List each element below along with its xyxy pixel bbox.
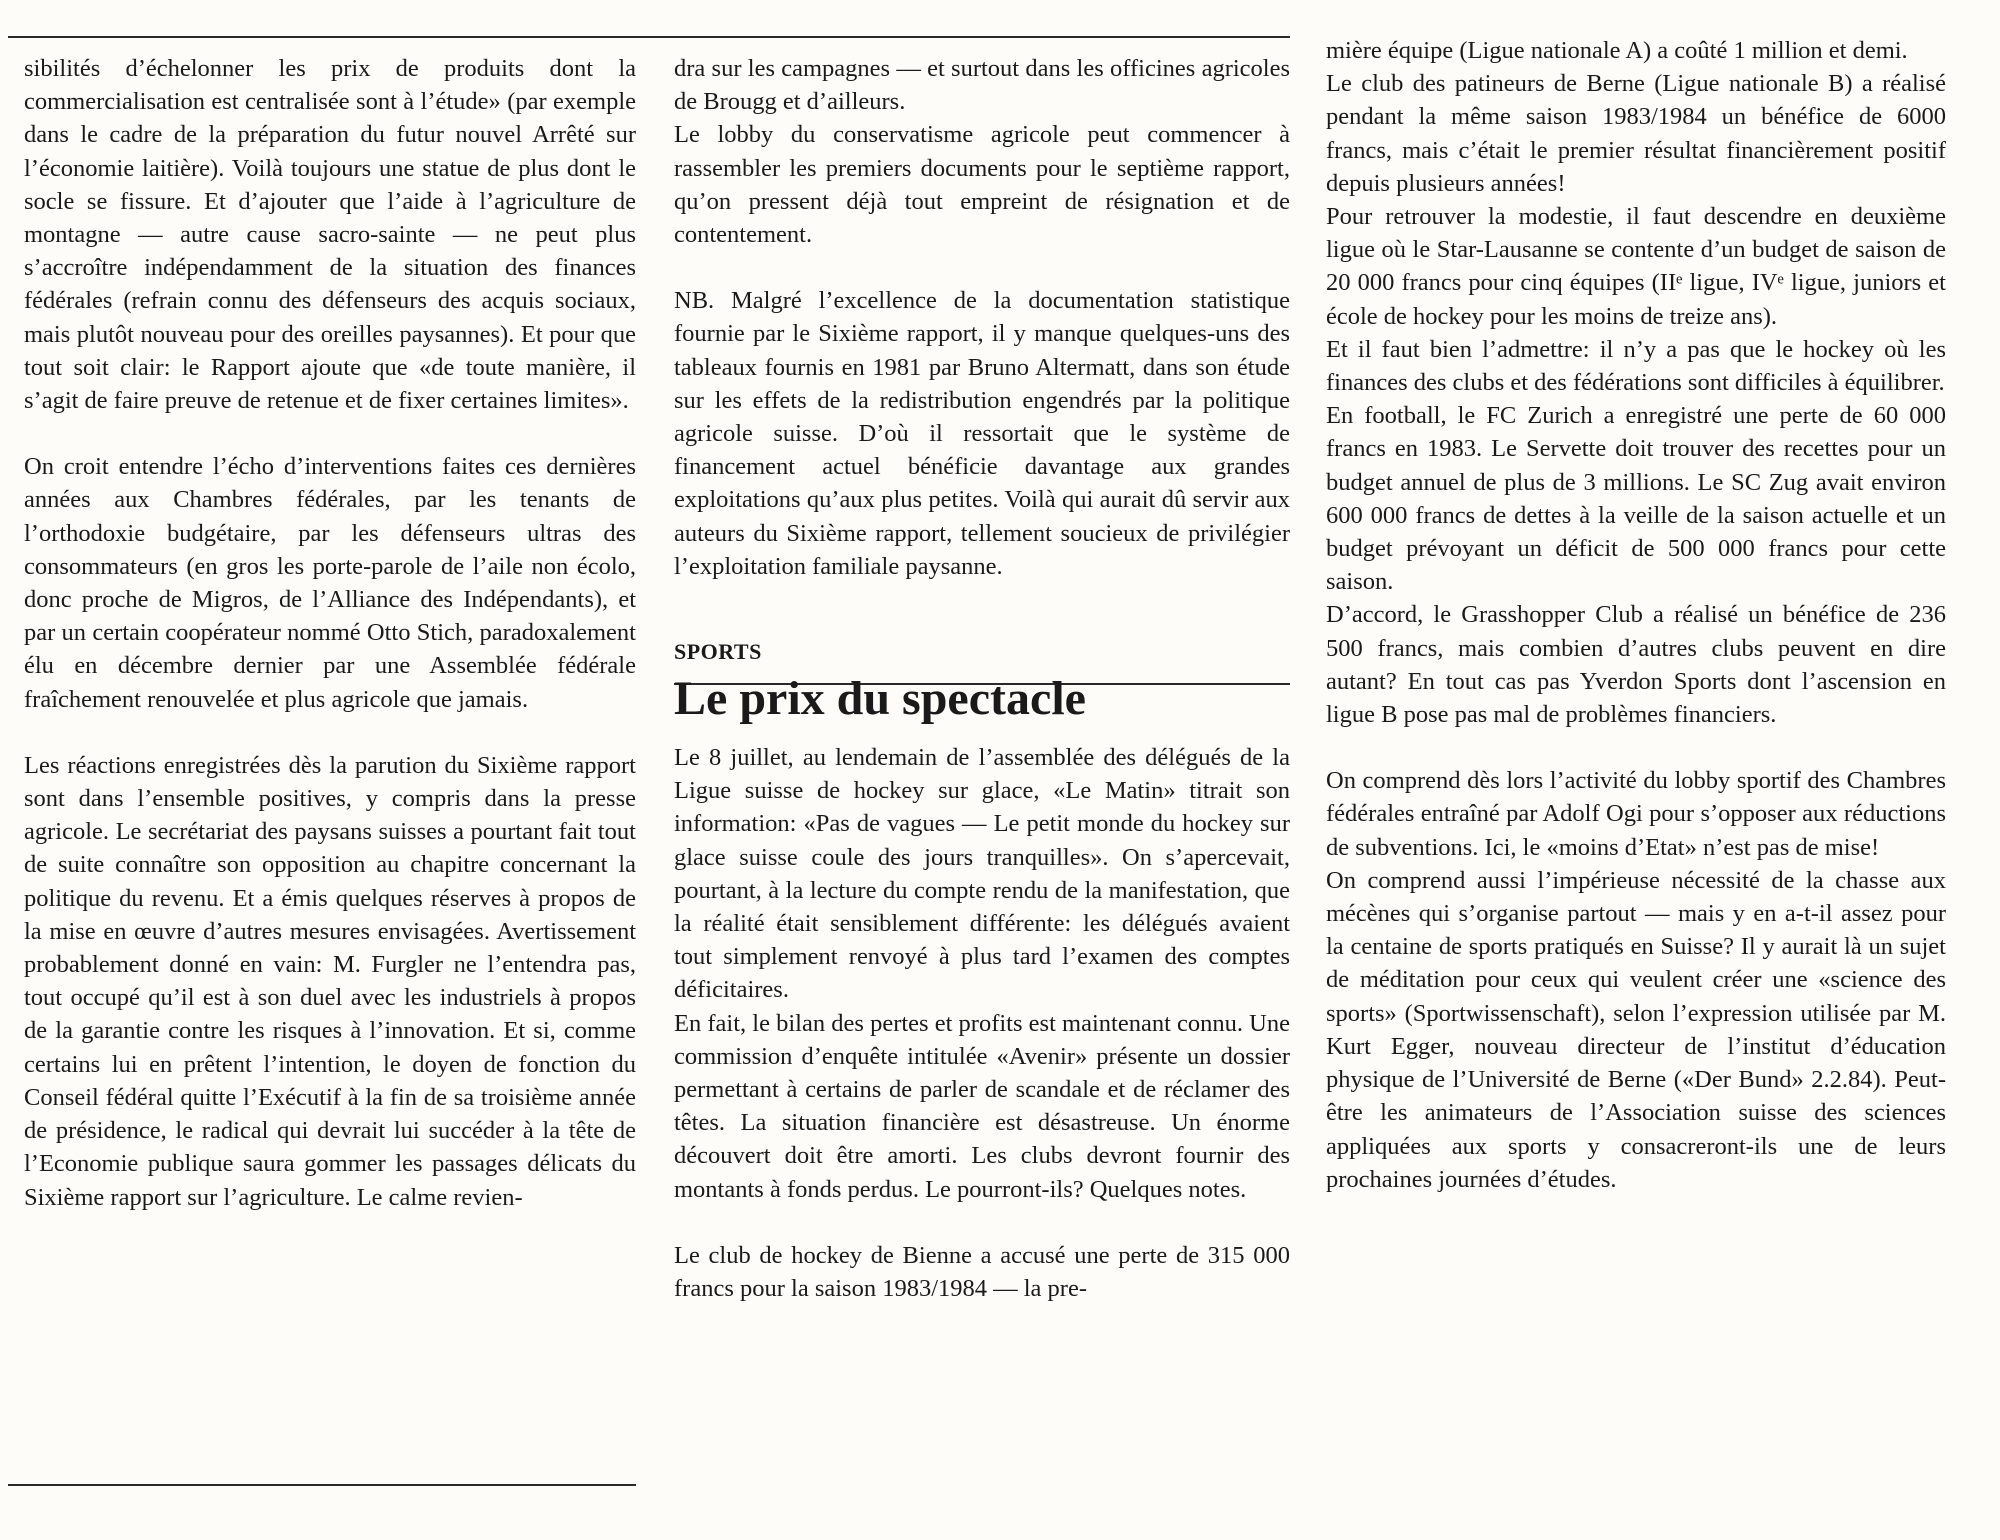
top-rule [8, 36, 1290, 38]
right-paragraph: On comprend aussi l’impérieuse nécessité de la chasse aux mécènes qui s’organise partout — mais y en a-t-il assez pour la centaine de sports pratiqués en Suisse? Il y aurait là un sujet de méditation pour ceux qui veulent créer une «science des sports» (Sportwissenschaft), selon l’expression utilisée par M. Kurt Egger, nouveau directeur de l’institut d’éducation physique de l’Université de Berne («Der Bund» 2.2.84). Peut-être les animateurs de l’Association suisse des sciences appliquées aux sports y consacreront-ils une de leurs prochaines journées d’études. [1326, 866, 1946, 1193]
right-paragraph: En football, le FC Zurich a enregistré une perte de 60 000 francs en 1983. Le Servette doit trouver des recettes pour un budget annuel de plus de 3 millions. Le SC Zug avait environ 600 000 francs de dettes à la veille de la saison actuelle et un budget prévoyant un déficit de 500 000 francs pour cette saison. [1326, 402, 1946, 596]
right-paragraph: mière équipe (Ligue nationale A) a coûté 1 million et demi. [1326, 37, 1908, 64]
right-paragraph: D’accord, le Grasshopper Club a réalisé un bénéfice de 236 500 francs, mais combien d’autres clubs peuvent en dire autant? En tout cas pas Yverdon Sports dont l’ascension en ligue B pose pas mal de problèmes financiers. [1326, 601, 1946, 729]
column-right [1326, 34, 1946, 1196]
middle-paragraph: Le club de hockey de Bienne a accusé une perte de 315 000 francs pour la saison 1983/1984 — la pre- [674, 1241, 1290, 1303]
right-paragraph: Le club des patineurs de Berne (Ligue nationale B) a réalisé pendant la même saison 1983/1984 un bénéfice de 6000 francs, mais c’était le premier résultat financièrement positif depuis plusieurs années! [1326, 70, 1946, 197]
nb-paragraph: NB. Malgré l’excellence de la documentation statistique fournie par le Sixième rapport, il y manque quelques-uns des tableaux fournis en 1981 par Bruno Altermatt, dans son étude sur les effets de la redistribution engendrés par la politique agricole suisse. D’où il ressortait que le système de financement actuel bénéficie davantage aux grandes exploitations qu’aux plus petites. Voilà qui aurait dû servir aux auteurs du Sixième rapport, tellement soucieux de privilégier l’exploitation familiale paysanne. [674, 287, 1290, 580]
right-paragraph: Pour retrouver la modestie, il faut descendre en deuxième ligue où le Star-Lausanne se contente d’un budget de saison de 20 000 francs pour cinq équipes (IIᵉ ligue, IVᵉ ligue, juniors et école de hockey pour les moins de treize ans). [1326, 203, 1946, 330]
column-middle [674, 52, 1290, 1305]
middle-paragraph: En fait, le bilan des pertes et profits est maintenant connu. Une commission d’enquête intitulée «Avenir» présente un dossier permettant à certains de parler de scandale et de réclamer des têtes. La situation financière est désastreuse. Un énorme découvert doit être amorti. Les clubs devront fournir des montants à fonds perdus. Le pourront-ils? Quelques notes. [674, 1009, 1290, 1203]
left-paragraph: sibilités d’échelonner les prix de produits dont la commercialisation est centralisée sont à l’étude» (par exemple dans le cadre de la préparation du futur nouvel Arrêté sur l’économie laitière). Voilà toujours une statue de plus dont le socle se fissure. Et d’ajouter que l’aide à l’agriculture de montagne — autre cause sacro-sainte — ne peut plus s’accroître indépendamment de la situation des finances fédérales (refrain connu des défenseurs des acquis sociaux, mais plutôt nouveau pour des oreilles paysannes). Et pour que tout soit clair: le Rapport ajoute que «de toute manière, il s’agit de faire preuve de retenue et de fixer certaines limites». [24, 55, 636, 415]
left-paragraph: Les réactions enregistrées dès la parution du Sixième rapport sont dans l’ensemble positives, y compris dans la presse agricole. Le secrétariat des paysans suisses a pourtant fait tout de suite connaître son opposition au chapitre concernant la politique du revenu. Et a émis quelques réserves à propos de la mise en œuvre d’autres mesures envisagées. Avertissement probablement donné en vain: M. Furgler ne l’entendra pas, tout occupé qu’il est à son duel avec les industriels à propos de la garantie contre les risques à l’innovation. Et si, comme certains lui en prêtent l’intention, le doyen de fonction du Conseil fédéral quitte l’Exécutif à la fin de sa troisième année de présidence, le radical qui devrait lui succéder à la tête de l’Economie publique saura gommer les passages délicats du Sixième rapport sur l’agriculture. Le calme revien- [24, 751, 636, 1211]
middle-paragraph: Le lobby du conservatisme agricole peut commencer à rassembler les premiers documents pour le septième rapport, qu’on pressent déjà tout empreint de résignation et de contentement. [674, 121, 1290, 249]
bottom-rule-left [8, 1484, 636, 1486]
article-headline: Le prix du spectacle [674, 672, 1086, 726]
sports-spacer [674, 583, 1290, 637]
middle-paragraph: Le 8 juillet, au lendemain de l’assemblée des délégués de la Ligue suisse de hockey sur glace, «Le Matin» titrait son information: «Pas de vagues — Le petit monde du hockey sur glace suisse coule des jours tranquilles». On s’apercevait, pourtant, à la lecture du compte rendu de la manifestation, que la réalité était sensiblement différente: les délégués avaient tout simplement renvoyé à plus tard l’examen des comptes déficitaires. [674, 744, 1290, 1004]
right-paragraph: Et il faut bien l’admettre: il n’y a pas que le hockey où les finances des clubs et des fédérations sont difficiles à équilibrer. [1326, 335, 1946, 397]
left-paragraph: On croit entendre l’écho d’interventions faites ces dernières années aux Chambres fédérales, par les tenants de l’orthodoxie budgétaire, par les défenseurs ultras des consommateurs (en gros les porte-parole de l’aile non écolo, donc proche de Migros, de l’Alliance des Indépendants), et par un certain coopérateur nommé Otto Stich, paradoxalement élu en décembre dernier par une Assemblée fédérale fraîchement renouvelée et plus agricole que jamais. [24, 453, 636, 713]
right-paragraph: On comprend dès lors l’activité du lobby sportif des Chambres fédérales entraîné par Adolf Ogi pour s’opposer aux réductions de subventions. Ici, le «moins d’Etat» n’est pas de mise! [1326, 767, 1946, 861]
section-kicker: SPORTS [674, 639, 762, 665]
column-left [24, 52, 636, 1214]
middle-paragraph: dra sur les campagnes — et surtout dans les officines agricoles de Brougg et d’ailleurs. [674, 55, 1290, 116]
